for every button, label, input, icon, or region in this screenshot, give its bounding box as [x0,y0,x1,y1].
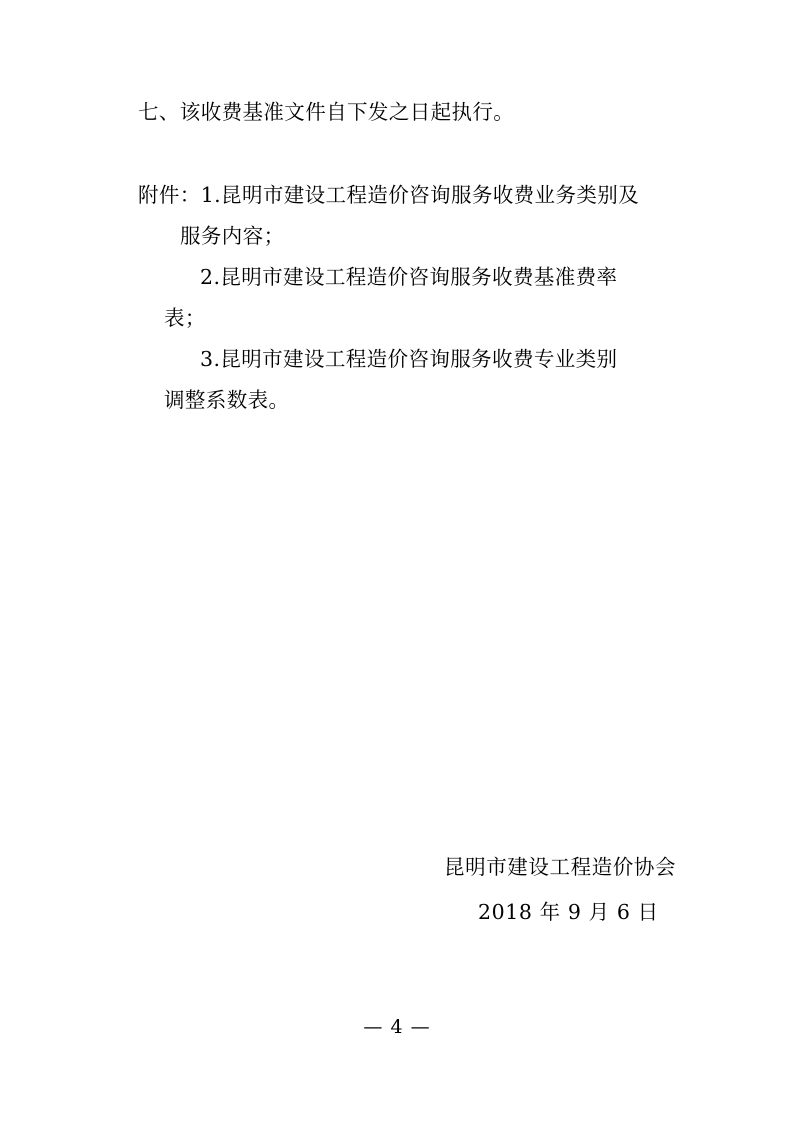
attachment-line-1 [138,175,658,216]
signature-organization: 昆明市建设工程造价协会 [444,855,677,879]
attachment-item-3: 3.昆明市建设工程造价咨询服务收费专业类别 [200,347,618,371]
attachment-item-1-cont: 服务内容； [180,224,285,248]
attachment-item-1: 1.昆明市建设工程造价咨询服务收费业务类别及 [200,183,640,207]
document-content [138,92,658,421]
attachment-item-2-cont: 表； [164,306,206,330]
clause-paragraph: 七、该收费基准文件自下发之日起执行。 [138,100,515,124]
attachment-label: 附件： [138,183,201,207]
page-number-footer: — 4 — [363,1016,431,1038]
signature-date: 2018 年 9 月 6 日 [478,900,659,924]
attachment-item-3-cont: 调整系数表。 [164,388,290,412]
attachment-list [138,175,658,421]
signature-block [438,845,698,935]
attachment-item-2: 2.昆明市建设工程造价咨询服务收费基准费率 [200,265,618,289]
